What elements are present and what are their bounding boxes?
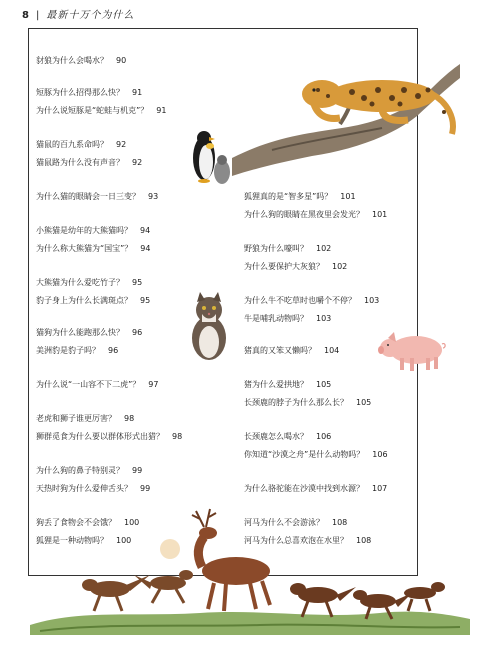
question-item: 河马为什么不会游泳？ 108 <box>244 518 348 527</box>
question-item: 猫鼠路为什么没有声音？ 92 <box>36 158 143 167</box>
question-item: 猫鼠的百九系命吗？ 92 <box>36 140 127 149</box>
question-item: 大熊猫为什么爱吃竹子？ 95 <box>36 278 143 287</box>
question-item: 猪为什么爱拱地？ 105 <box>244 380 332 389</box>
question-item: 小熊猫是幼年的大熊猫吗？ 94 <box>36 226 151 235</box>
question-item: 河马为什么总喜欢泡在水里？ 108 <box>244 536 372 545</box>
question-item: 短豚为什么招得那么快？ 91 <box>36 88 143 97</box>
cat-illustration <box>188 292 230 362</box>
deer-wolves-illustration <box>0 505 480 667</box>
question-item: 野狼为什么嚎叫？ 102 <box>244 244 332 253</box>
question-item: 长颈鹿的脖子为什么那么长？ 105 <box>244 398 372 407</box>
question-item: 豺狼为什么会喝水？ 90 <box>36 56 127 65</box>
question-item: 长颈鹿怎么喝水？ 106 <box>244 432 332 441</box>
question-item: 猪真的又笨又懒吗？ 104 <box>244 346 340 355</box>
question-item: 狐狸是一种动物吗？ 100 <box>36 536 132 545</box>
question-item: 豹子身上为什么长满斑点？ 95 <box>36 296 151 305</box>
question-item: 狮群觅食为什么要以群体形式出猎？ 98 <box>36 432 183 441</box>
question-item: 猫狗为什么能跑那么快？ 96 <box>36 328 143 337</box>
question-item: 牛是哺乳动物吗？ 103 <box>244 314 332 323</box>
question-item: 天热时狗为什么爱伸舌头？ 99 <box>36 484 151 493</box>
question-item: 为什么说“一山容不下二虎”？ 97 <box>36 380 159 389</box>
question-item: 为什么狗的鼻子特别灵？ 99 <box>36 466 143 475</box>
question-item: 为什么狗的眼睛在黑夜里会发光？ 101 <box>244 210 388 219</box>
question-item: 狐狸真的是“智多星”吗？ 101 <box>244 192 356 201</box>
question-item: 美洲豹是豹子吗？ 96 <box>36 346 119 355</box>
leopard-illustration <box>232 38 460 178</box>
penguin-illustration <box>188 128 234 186</box>
book-title: 最新十万个为什么 <box>46 10 135 21</box>
question-item: 为什么牛不吃草时也嚼个不停？ 103 <box>244 296 380 305</box>
question-item: 为什么骆驼能在沙漠中找到水源？ 107 <box>244 484 388 493</box>
page-header: 8 | 最新十万个为什么 <box>22 10 135 21</box>
question-item: 为什么说短豚是“蛇蛙与机克”？ 91 <box>36 106 167 115</box>
question-item: 狗丢了食物会不会饿？ 100 <box>36 518 140 527</box>
page-number: 8 <box>22 10 30 21</box>
pig-illustration <box>378 330 448 374</box>
question-item: 老虎和狮子谁更厉害？ 98 <box>36 414 135 423</box>
question-item: 为什么猫的眼睛会一日三变？ 93 <box>36 192 159 201</box>
question-item: 为什么称大熊猫为“国宝”？ 94 <box>36 244 151 253</box>
question-item: 你知道“沙漠之舟”是什么动物吗？ 106 <box>244 450 388 459</box>
question-item: 为什么要保护大灰狼？ 102 <box>244 262 348 271</box>
